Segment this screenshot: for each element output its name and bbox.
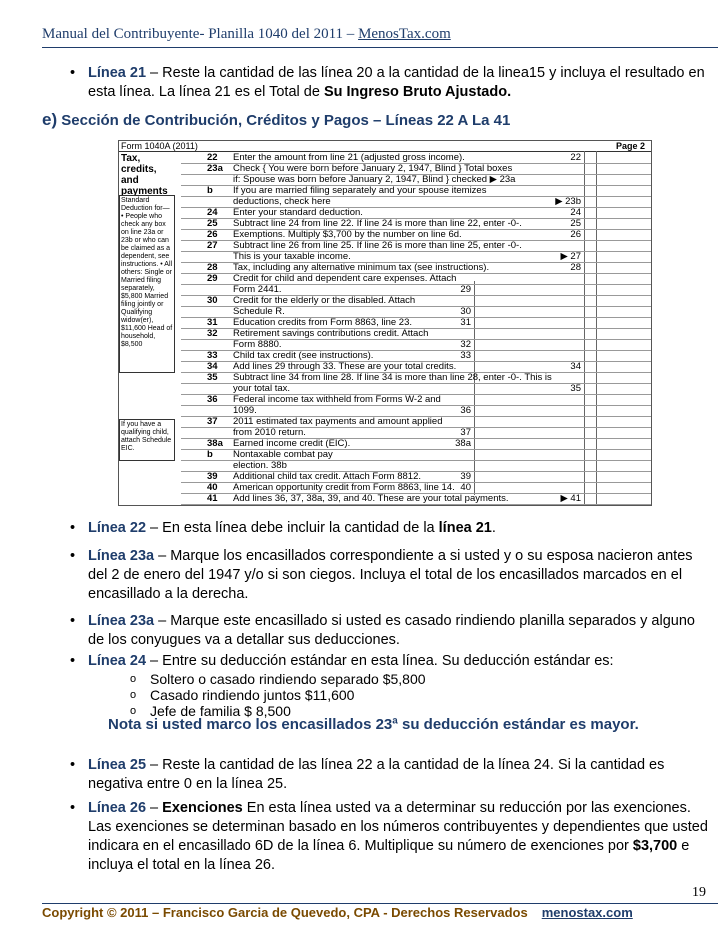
bullet-bold: $3,700 [632,838,678,854]
form-line-text: election. 38b [233,460,287,471]
form-mid-number: 36 [460,405,471,416]
form-right-number: 25 [570,218,581,229]
bullet-text: – Marque los encasillados correspondiente a si usted y o su esposa nacieron antes del 2 de enero del 1947 y/o si son ciegos. Incluya el total de los encasillados marcados en el encasillado a la derecha. [88,548,693,602]
bullet-line-22 [70,519,708,538]
form-line-text: Tax, including any alternative minimum tax (see instructions). [233,262,490,273]
form-page: Page 2 [615,141,645,151]
form-line-number: 29 [207,273,218,284]
form-line-text: 2011 estimated tax payments and amount applied [233,416,443,427]
form-mid-number: 31 [460,317,471,328]
bullet-label: Línea 23a [88,613,155,629]
sub-item [130,687,355,704]
form-right-number: ▶ 41 [560,493,581,504]
bullet-text: – Reste la cantidad de las línea 22 a la cantidad de la línea 24. Si la cantidad es negativa entre 0 en la línea 25. [88,757,665,792]
form-line-text: Subtract line 24 from line 22. If line 24 is more than line 22, enter -0-. [233,218,522,229]
header-text: Manual del Contribuyente- Planilla 1040 del 2011 – [42,26,359,42]
form-line-text: Credit for the elderly or the disabled. Attach [233,295,416,306]
form-line-number: 39 [207,471,218,482]
header-rule [42,47,718,48]
form-line-text: your total tax. [233,383,291,394]
form-line-text: Enter your standard deduction. [233,207,363,218]
form-mid-number: 30 [460,306,471,317]
section-title: Sección de Contribución, Créditos y Pagos – Líneas 22 A La 41 [57,112,511,129]
form-line-number: 32 [207,328,218,339]
bullet-label: Línea 22 [88,520,147,536]
form-line-text: Check { You were born before January 2, 1947, Blind } Total boxes [233,163,513,174]
bullet-label: Línea 24 [88,653,147,669]
bullet-dot: • [70,800,76,816]
form-line-number: 35 [207,372,218,383]
bullet-dot: • [70,757,76,773]
note-text: Nota si usted marco los encasillados 23ª su deducción estándar es mayor. [108,716,639,733]
bullet-label: Línea 25 [88,757,147,773]
form-line-number: 25 [207,218,218,229]
bullet-tail: En esta línea usted va a determinar su reducción por las exenciones. Las exenciones se determinan basado en los números contribuyentes y dependientes que usted indicara en el encasillado 6D de la línea 6. Multiplique su número de exenciones por [88,800,708,854]
form-line-text: Additional child tax credit. Attach Form 8812. [233,471,421,482]
form-line-number: 28 [207,262,218,273]
bullet-line-23a [70,547,708,604]
form-left-title: Tax, credits, and payments [121,153,168,197]
form-line-number: 27 [207,240,218,251]
bullet-dot: • [70,613,76,629]
form-line-text: Form 2441. [233,284,282,295]
form-line-text: 1099. [233,405,257,416]
form-right-number: ▶ 27 [560,251,581,262]
form-line-text: deductions, check here [233,196,331,207]
form-mid-number: 40 [460,482,471,493]
form-right-number: 24 [570,207,581,218]
bullet-text: – Entre su deducción estándar en esta línea. Su deducción estándar es: [146,653,614,669]
page-header [42,26,451,43]
bullet-label: Línea 26 [88,800,147,816]
form-line-number: b [207,449,213,460]
form-line-text: from 2010 return. [233,427,306,438]
form-line-text: Form 8880. [233,339,282,350]
form-line-text: Add lines 29 through 33. These are your total credits. [233,361,457,372]
form-row [181,494,651,505]
form-line-text: Subtract line 34 from line 28. If line 34 is more than line 28, enter -0-. This is [233,372,552,383]
form-right-number: 35 [570,383,581,394]
page-number: 19 [692,885,706,900]
bullet-line-24 [70,652,708,671]
form-line-text: Add lines 36, 37, 38a, 39, and 40. These are your total payments. [233,493,509,504]
bullet-bold: línea 21 [438,520,492,536]
page-footer [42,905,633,920]
bullet-text: – [146,800,163,816]
form-line-number: 26 [207,229,218,240]
bullet-text: – Marque este encasillado si usted es casado rindiendo planilla separados y alguno de los conyugues va a detallar sus deducciones. [88,613,695,648]
intro-bullet [70,64,708,102]
form-line-text: Nontaxable combat pay [233,449,333,460]
sub-bullet: o [130,689,137,701]
form-line-text: if: Spouse was born before January 2, 1947, Blind } checked ▶ 23a [233,174,516,185]
form-line-text: Exemptions. Multiply $3,700 by the number on line 6d. [233,229,462,240]
footer-link[interactable]: menostax.com [541,905,633,920]
form-right-number: 28 [570,262,581,273]
eic-box: If you have a qualifying child, attach Schedule EIC. [119,419,175,461]
form-right-number: 22 [570,152,581,163]
footer-rule [42,903,718,904]
footer-copyright: Copyright © 2011 – Francisco Garcia de Quevedo, CPA - Derechos Reservados [42,905,528,920]
form-line-number: 23a [207,163,223,174]
bullet-text: – En esta línea debe incluir la cantidad de la [146,520,439,536]
bullet-dot: • [70,548,76,564]
form-line-number: b [207,185,213,196]
form-line-number: 36 [207,394,218,405]
header-site-link[interactable]: MenosTax.com [358,26,451,42]
sub-item-text: Soltero o casado rindiendo separado $5,800 [150,671,426,687]
form-line-number: 40 [207,482,218,493]
form-line-number: 30 [207,295,218,306]
bullet-line-25 [70,756,708,794]
sub-item-text: Jefe de familia $ 8,500 [150,703,291,719]
form-line-number: 22 [207,152,218,163]
bullet-tail: e incluya el total en la línea 26. [88,838,690,873]
form-line-number: 24 [207,207,218,218]
form-mid-number: 29 [460,284,471,295]
sub-bullet: o [130,673,137,685]
form-right-number: 34 [570,361,581,372]
form-line-text: Subtract line 26 from line 25. If line 26 is more than line 25, enter -0-. [233,240,522,251]
form-line-number: 33 [207,350,218,361]
form-line-number: 31 [207,317,218,328]
form-1040a-excerpt [118,140,652,506]
form-mid-number: 33 [460,350,471,361]
form-line-text: Retirement savings contributions credit. Attach [233,328,429,339]
bullet-dot: • [70,520,76,536]
intro-bold: Su Ingreso Bruto Ajustado. [323,84,512,100]
form-line-text: Schedule R. [233,306,285,317]
sub-item [130,671,426,688]
form-line-text: Credit for child and dependent care expenses. Attach [233,273,457,284]
form-line-text: Education credits from Form 8863, line 23. [233,317,413,328]
intro-text: – Reste la cantidad de las línea 20 a la cantidad de la linea15 y incluya el resultado en esta línea. La línea 21 es el Total de [88,65,705,100]
section-heading [42,110,510,130]
form-line-text: Federal income tax withheld from Forms W-2 and [233,394,441,405]
form-line-number: 38a [207,438,223,449]
bullet-bold: Exenciones [162,800,243,816]
form-line-text: Earned income credit (EIC). [233,438,351,449]
bullet-dot: • [70,653,76,669]
sub-bullet: o [130,705,137,717]
form-name: Form 1040A (2011) [121,141,198,151]
form-line-text: Child tax credit (see instructions). [233,350,374,361]
form-mid-number: 38a [455,438,471,449]
bullet-label: Línea 23a [88,548,155,564]
form-mid-number: 37 [460,427,471,438]
form-mid-number: 39 [460,471,471,482]
form-right-number: ▶ 23b [555,196,581,207]
form-line-number: 34 [207,361,218,372]
bullet-dot: • [70,65,76,81]
bullet-line-26 [70,799,708,875]
form-line-text: American opportunity credit from Form 8863, line 14. [233,482,455,493]
bullet-tail: . [491,520,496,536]
form-right-number: 26 [570,229,581,240]
form-line-text: Enter the amount from line 21 (adjusted gross income). [233,152,465,163]
intro-label: Línea 21 [88,65,147,81]
standard-deduction-box: Standard Deduction for— • People who check any box on line 23a or 23b or who can be claimed as a dependent, see instructions. • All others: Single or Married filing separately, $5,800 Married filing jointly or Qualifying widow(er), $11,600 Head of household, $8,500 [119,195,175,373]
form-line-text: If you are married filing separately and your spouse itemizes [233,185,487,196]
section-letter: e) [42,110,58,129]
form-top-bar [119,141,651,152]
form-line-text: This is your taxable income. [233,251,351,262]
form-line-number: 41 [207,493,218,504]
bullet-line-23a-2 [70,612,708,650]
sub-item-text: Casado rindiendo juntos $11,600 [150,687,355,703]
form-mid-number: 32 [460,339,471,350]
form-line-number: 37 [207,416,218,427]
